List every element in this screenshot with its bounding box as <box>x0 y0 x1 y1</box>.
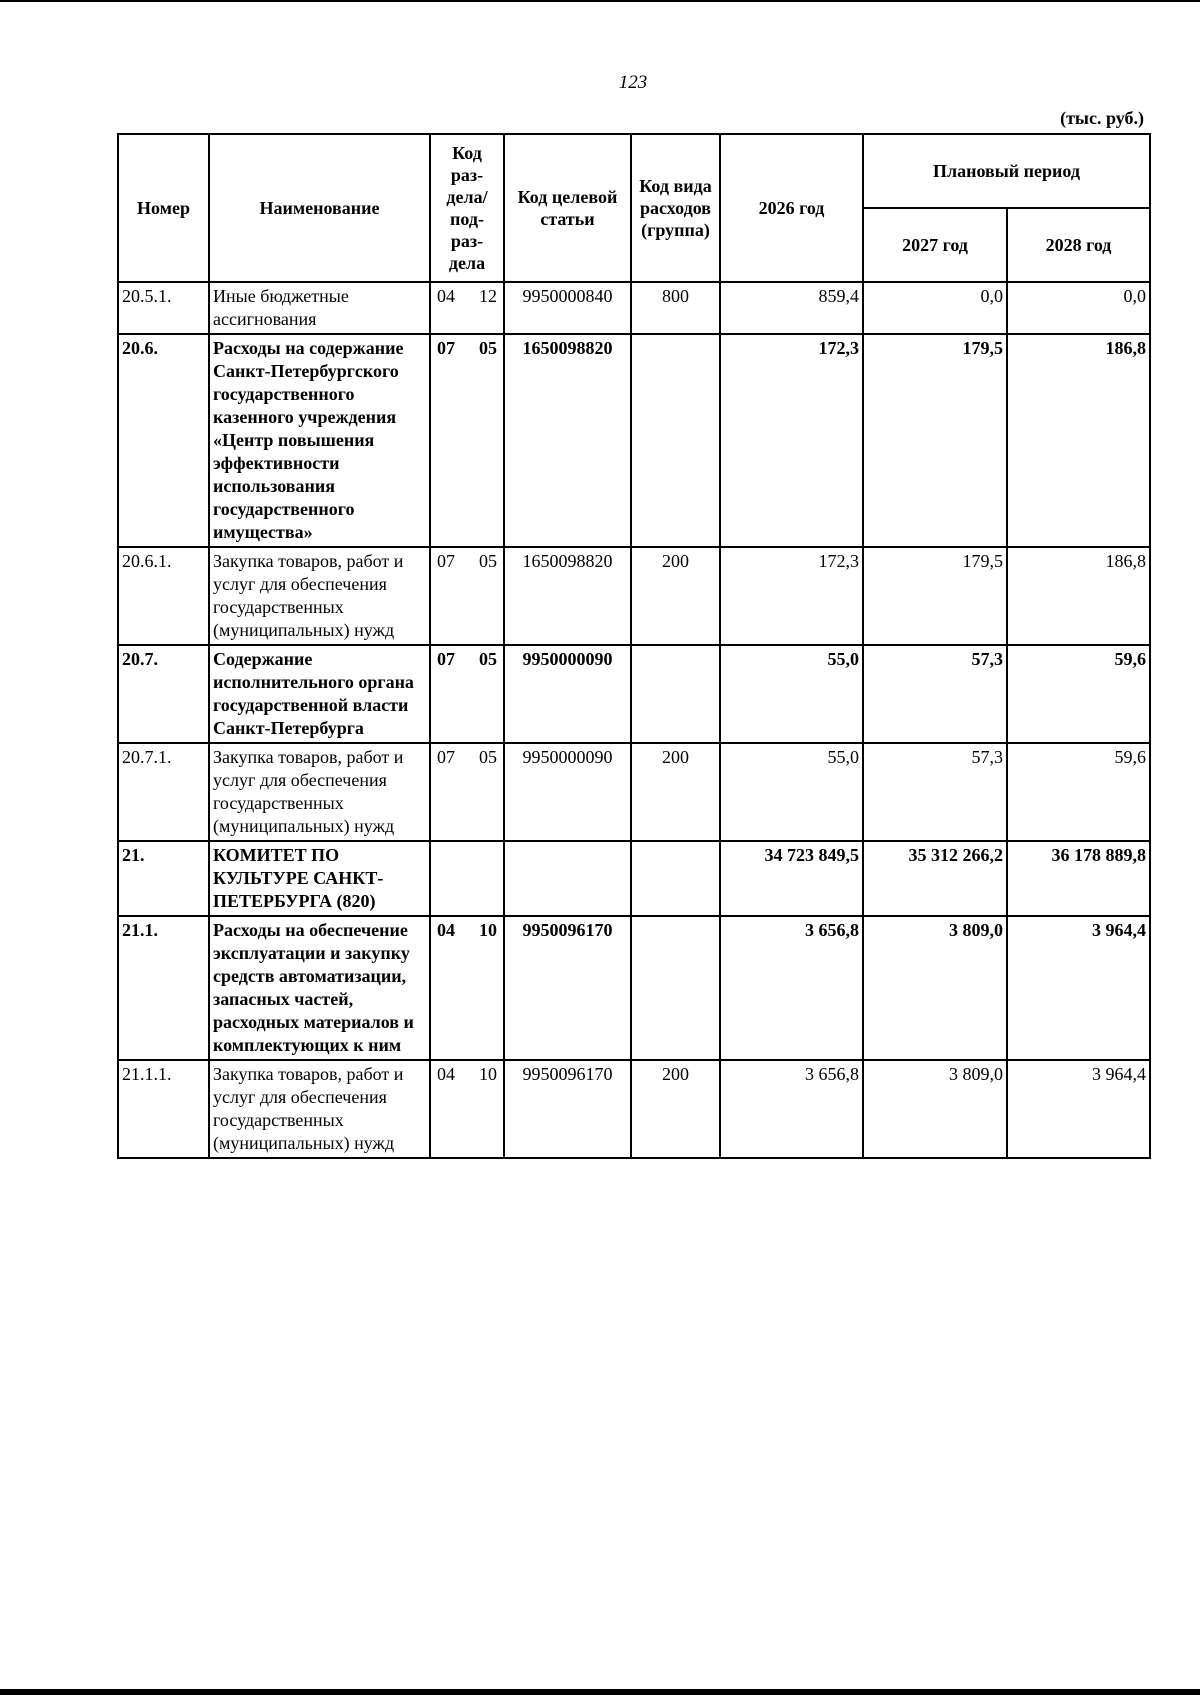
subsection-code: 05 <box>479 338 497 358</box>
row-section-code <box>430 282 504 334</box>
row-name: Закупка товаров, работ и услуг для обеспечения государственных (муниципальных) нужд <box>209 1060 430 1158</box>
row-name: Закупка товаров, работ и услуг для обеспечения государственных (муниципальных) нужд <box>209 547 430 645</box>
row-target-code: 1650098820 <box>504 334 631 547</box>
table-row <box>118 334 1150 547</box>
row-section-code <box>430 743 504 841</box>
row-number: 20.7.1. <box>118 743 209 841</box>
table-row <box>118 841 1150 916</box>
header-name: Наименование <box>209 134 430 282</box>
scan-border-top <box>0 0 1200 2</box>
row-section-code <box>430 916 504 1060</box>
section-code: 07 <box>437 649 455 669</box>
row-number: 20.5.1. <box>118 282 209 334</box>
row-number: 20.7. <box>118 645 209 743</box>
table-row <box>118 1060 1150 1158</box>
subsection-code: 10 <box>479 920 497 940</box>
row-number: 20.6.1. <box>118 547 209 645</box>
row-name: Содержание исполнительного органа государственной власти Санкт-Петербурга <box>209 645 430 743</box>
section-code: 04 <box>437 920 455 940</box>
row-name: Закупка товаров, работ и услуг для обеспечения государственных (муниципальных) нужд <box>209 743 430 841</box>
row-target-code: 9950000840 <box>504 282 631 334</box>
subsection-code: 05 <box>479 649 497 669</box>
row-expense-type <box>631 645 720 743</box>
row-amount-2026: 55,0 <box>720 645 863 743</box>
row-target-code: 9950000090 <box>504 645 631 743</box>
row-number: 20.6. <box>118 334 209 547</box>
row-target-code: 9950096170 <box>504 1060 631 1158</box>
subsection-code: 12 <box>479 286 497 306</box>
row-name: КОМИТЕТ ПО КУЛЬТУРЕ САНКТ-ПЕТЕРБУРГА (820) <box>209 841 430 916</box>
row-amount-2027: 57,3 <box>863 645 1007 743</box>
row-section-code <box>430 547 504 645</box>
section-code: 07 <box>437 551 455 571</box>
row-amount-2026: 55,0 <box>720 743 863 841</box>
row-name: Иные бюджетные ассигнования <box>209 282 430 334</box>
row-amount-2026: 3 656,8 <box>720 1060 863 1158</box>
scan-border-bottom <box>0 1689 1200 1695</box>
header-year-2028: 2028 год <box>1007 208 1150 282</box>
row-target-code: 1650098820 <box>504 547 631 645</box>
row-amount-2026: 859,4 <box>720 282 863 334</box>
subsection-code: 05 <box>479 551 497 571</box>
budget-table <box>117 133 1151 1159</box>
row-number: 21.1.1. <box>118 1060 209 1158</box>
row-amount-2027: 3 809,0 <box>863 1060 1007 1158</box>
row-amount-2026: 3 656,8 <box>720 916 863 1060</box>
table-body <box>118 282 1150 1158</box>
header-expense-type: Код вида расходов (группа) <box>631 134 720 282</box>
row-amount-2028: 3 964,4 <box>1007 1060 1150 1158</box>
row-section-code <box>430 841 504 916</box>
header-number: Номер <box>118 134 209 282</box>
row-amount-2028: 186,8 <box>1007 334 1150 547</box>
row-target-code: 9950000090 <box>504 743 631 841</box>
row-section-code <box>430 645 504 743</box>
row-expense-type <box>631 916 720 1060</box>
table-row <box>118 916 1150 1060</box>
row-amount-2027: 3 809,0 <box>863 916 1007 1060</box>
row-amount-2027: 0,0 <box>863 282 1007 334</box>
row-amount-2026: 172,3 <box>720 334 863 547</box>
table-row <box>118 282 1150 334</box>
units-label: (тыс. руб.) <box>1060 108 1144 128</box>
row-target-code <box>504 841 631 916</box>
row-expense-type: 200 <box>631 547 720 645</box>
section-code: 04 <box>437 286 455 306</box>
row-amount-2028: 3 964,4 <box>1007 916 1150 1060</box>
row-name: Расходы на содержание Санкт-Петербургского государственного казенного учреждения «Центр повышения эффективности использования государственного имущества» <box>209 334 430 547</box>
page-number: 123 <box>618 72 648 93</box>
row-expense-type <box>631 841 720 916</box>
section-code: 07 <box>437 747 455 767</box>
row-expense-type: 200 <box>631 1060 720 1158</box>
table-row <box>118 743 1150 841</box>
table-row <box>118 547 1150 645</box>
row-section-code <box>430 334 504 547</box>
row-amount-2028: 0,0 <box>1007 282 1150 334</box>
row-expense-type <box>631 334 720 547</box>
row-number: 21. <box>118 841 209 916</box>
header-year-2027: 2027 год <box>863 208 1007 282</box>
row-section-code <box>430 1060 504 1158</box>
row-target-code: 9950096170 <box>504 916 631 1060</box>
subsection-code: 10 <box>479 1064 497 1084</box>
row-amount-2028: 36 178 889,8 <box>1007 841 1150 916</box>
row-expense-type: 800 <box>631 282 720 334</box>
section-code: 07 <box>437 338 455 358</box>
row-number: 21.1. <box>118 916 209 1060</box>
row-amount-2028: 59,6 <box>1007 743 1150 841</box>
header-planned-period: Плановый период <box>863 134 1150 208</box>
row-amount-2027: 179,5 <box>863 334 1007 547</box>
row-amount-2027: 179,5 <box>863 547 1007 645</box>
row-amount-2026: 34 723 849,5 <box>720 841 863 916</box>
row-amount-2027: 35 312 266,2 <box>863 841 1007 916</box>
row-name: Расходы на обеспечение эксплуатации и закупку средств автоматизации, запасных частей, расходных материалов и комплектующих к ним <box>209 916 430 1060</box>
row-amount-2028: 186,8 <box>1007 547 1150 645</box>
header-section: Код раз-дела/ под-раз-дела <box>430 134 504 282</box>
row-amount-2027: 57,3 <box>863 743 1007 841</box>
header-target-article: Код целевой статьи <box>504 134 631 282</box>
section-code: 04 <box>437 1064 455 1084</box>
row-expense-type: 200 <box>631 743 720 841</box>
table-row <box>118 645 1150 743</box>
header-year-2026: 2026 год <box>720 134 863 282</box>
subsection-code: 05 <box>479 747 497 767</box>
row-amount-2026: 172,3 <box>720 547 863 645</box>
row-amount-2028: 59,6 <box>1007 645 1150 743</box>
